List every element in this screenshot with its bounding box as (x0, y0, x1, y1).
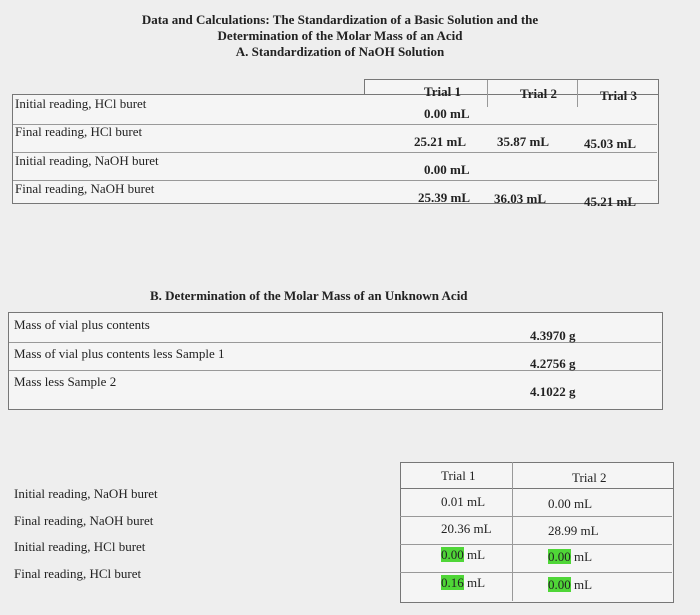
column-header-trial-1: Trial 1 (424, 84, 461, 99)
row-label: Final reading, NaOH buret (15, 181, 155, 196)
cell-value: 25.21 mL (414, 134, 466, 149)
cell-value: 36.03 mL (494, 191, 546, 206)
cell-value (548, 577, 592, 593)
column-header-trial-2: Trial 2 (572, 470, 607, 485)
highlighted-number: 0.00 (548, 549, 571, 564)
cell-value: 0.00 mL (424, 106, 470, 121)
column-header-trial-3: Trial 3 (600, 88, 637, 103)
table-c-divider (512, 462, 513, 601)
cell-value: 4.3970 g (530, 328, 576, 343)
row-label: Final reading, NaOH buret (14, 513, 154, 528)
section-b-title: B. Determination of the Molar Mass of an Unknown Acid (150, 288, 468, 303)
cell-value: 0.01 mL (441, 494, 486, 509)
cell-value (441, 575, 485, 591)
unit: mL (574, 577, 593, 592)
cell-value: 4.2756 g (530, 356, 576, 371)
row-label: Final reading, HCl buret (15, 124, 143, 139)
table-c-row-line (400, 544, 672, 545)
cell-value (548, 549, 592, 565)
highlighted-number: 0.00 (548, 577, 571, 592)
row-label: Initial reading, NaOH buret (15, 153, 159, 168)
table-a-divider (577, 80, 578, 107)
row-label: Initial reading, HCl buret (14, 539, 146, 554)
section-a-title: A. Standardization of NaOH Solution (235, 44, 445, 59)
row-label: Initial reading, HCl buret (15, 96, 147, 111)
unit: mL (467, 575, 486, 590)
column-header-trial-1: Trial 1 (441, 468, 476, 483)
unit: mL (574, 549, 593, 564)
cell-value: 4.1022 g (530, 384, 576, 399)
column-header-trial-2: Trial 2 (520, 86, 557, 101)
cell-value: 28.99 mL (548, 523, 599, 538)
row-label: Mass of vial plus contents less Sample 1 (14, 346, 225, 361)
table-a-divider (487, 80, 488, 107)
table-c-row-line (400, 572, 672, 573)
cell-value: 0.00 mL (548, 496, 593, 511)
row-label: Mass of vial plus contents (14, 317, 150, 332)
row-label: Mass less Sample 2 (14, 374, 117, 389)
cell-value: 45.03 mL (584, 136, 636, 151)
row-label: Initial reading, NaOH buret (14, 486, 158, 501)
cell-value: 35.87 mL (497, 134, 549, 149)
document-title-line-1: Data and Calculations: The Standardization of a Basic Solution and the (141, 12, 539, 27)
document-title-line-2: Determination of the Molar Mass of an Acid (217, 28, 463, 43)
cell-value: 20.36 mL (441, 521, 492, 536)
cell-value: 25.39 mL (418, 190, 470, 205)
highlighted-number: 0.00 (441, 547, 464, 562)
cell-value: 45.21 mL (584, 194, 636, 209)
row-label: Final reading, HCl buret (14, 566, 142, 581)
cell-value: 0.00 mL (424, 162, 470, 177)
table-c-row-line (400, 516, 672, 517)
highlighted-number: 0.16 (441, 575, 464, 590)
cell-value (441, 547, 485, 563)
unit: mL (467, 547, 486, 562)
